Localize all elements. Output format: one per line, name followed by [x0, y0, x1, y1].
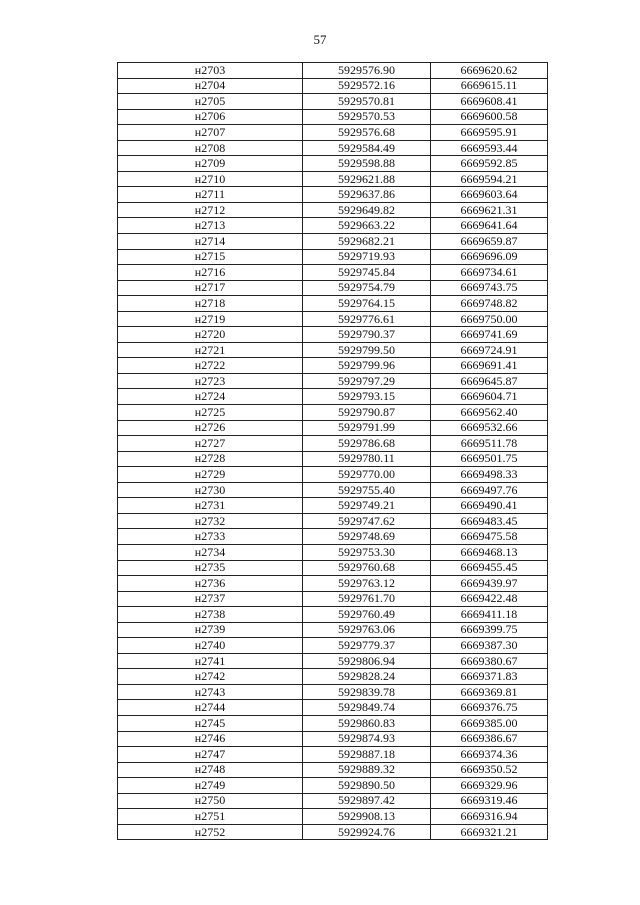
x-coordinate-cell: 5929791.99: [303, 420, 431, 436]
x-coordinate-cell: 5929755.40: [303, 482, 431, 498]
y-coordinate-cell: 6669621.31: [431, 202, 548, 218]
table-row: [118, 234, 548, 250]
x-coordinate-cell: 5929828.24: [303, 669, 431, 685]
point-id-cell: н2745: [118, 715, 303, 731]
coordinates-table: [117, 62, 548, 840]
table-row: [118, 249, 548, 265]
table-row: [118, 560, 548, 576]
point-id-cell: н2739: [118, 622, 303, 638]
point-id-cell: н2710: [118, 171, 303, 187]
table-row: [118, 513, 548, 529]
table-row: [118, 544, 548, 560]
y-coordinate-cell: 6669380.67: [431, 653, 548, 669]
table-row: [118, 280, 548, 296]
point-id-cell: н2727: [118, 436, 303, 452]
y-coordinate-cell: 6669734.61: [431, 265, 548, 281]
table-row: [118, 311, 548, 327]
x-coordinate-cell: 5929908.13: [303, 809, 431, 825]
x-coordinate-cell: 5929764.15: [303, 296, 431, 312]
point-id-cell: н2742: [118, 669, 303, 685]
y-coordinate-cell: 6669620.62: [431, 63, 548, 79]
point-id-cell: н2707: [118, 125, 303, 141]
table-row: [118, 731, 548, 747]
table-row: [118, 202, 548, 218]
table-row: [118, 747, 548, 763]
y-coordinate-cell: 6669691.41: [431, 358, 548, 374]
table-row: [118, 778, 548, 794]
table-row: [118, 451, 548, 467]
x-coordinate-cell: 5929570.53: [303, 109, 431, 125]
y-coordinate-cell: 6669594.21: [431, 171, 548, 187]
point-id-cell: н2741: [118, 653, 303, 669]
x-coordinate-cell: 5929770.00: [303, 467, 431, 483]
table-row: [118, 591, 548, 607]
x-coordinate-cell: 5929887.18: [303, 747, 431, 763]
point-id-cell: н2733: [118, 529, 303, 545]
table-row: [118, 63, 548, 79]
y-coordinate-cell: 6669750.00: [431, 311, 548, 327]
table-row: [118, 700, 548, 716]
table-row: [118, 94, 548, 110]
point-id-cell: н2738: [118, 607, 303, 623]
point-id-cell: н2705: [118, 94, 303, 110]
x-coordinate-cell: 5929763.06: [303, 622, 431, 638]
table-row: [118, 498, 548, 514]
table-row: [118, 576, 548, 592]
table-row: [118, 342, 548, 358]
table-row: [118, 218, 548, 234]
y-coordinate-cell: 6669603.64: [431, 187, 548, 203]
x-coordinate-cell: 5929747.62: [303, 513, 431, 529]
point-id-cell: н2726: [118, 420, 303, 436]
point-id-cell: н2740: [118, 638, 303, 654]
x-coordinate-cell: 5929839.78: [303, 684, 431, 700]
x-coordinate-cell: 5929749.21: [303, 498, 431, 514]
x-coordinate-cell: 5929924.76: [303, 824, 431, 840]
y-coordinate-cell: 6669422.48: [431, 591, 548, 607]
table-row: [118, 109, 548, 125]
y-coordinate-cell: 6669595.91: [431, 125, 548, 141]
y-coordinate-cell: 6669376.75: [431, 700, 548, 716]
x-coordinate-cell: 5929793.15: [303, 389, 431, 405]
x-coordinate-cell: 5929572.16: [303, 78, 431, 94]
point-id-cell: н2743: [118, 684, 303, 700]
y-coordinate-cell: 6669319.46: [431, 793, 548, 809]
coordinates-table-body: [118, 63, 548, 840]
point-id-cell: н2722: [118, 358, 303, 374]
table-row: [118, 373, 548, 389]
table-row: [118, 529, 548, 545]
x-coordinate-cell: 5929790.37: [303, 327, 431, 343]
table-row: [118, 436, 548, 452]
point-id-cell: н2721: [118, 342, 303, 358]
x-coordinate-cell: 5929779.37: [303, 638, 431, 654]
table-row: [118, 809, 548, 825]
x-coordinate-cell: 5929719.93: [303, 249, 431, 265]
y-coordinate-cell: 6669592.85: [431, 156, 548, 172]
y-coordinate-cell: 6669604.71: [431, 389, 548, 405]
y-coordinate-cell: 6669439.97: [431, 576, 548, 592]
y-coordinate-cell: 6669501.75: [431, 451, 548, 467]
x-coordinate-cell: 5929860.83: [303, 715, 431, 731]
y-coordinate-cell: 6669387.30: [431, 638, 548, 654]
x-coordinate-cell: 5929780.11: [303, 451, 431, 467]
x-coordinate-cell: 5929663.22: [303, 218, 431, 234]
point-id-cell: н2718: [118, 296, 303, 312]
x-coordinate-cell: 5929797.29: [303, 373, 431, 389]
point-id-cell: н2736: [118, 576, 303, 592]
page-number: 57: [313, 32, 327, 47]
point-id-cell: н2752: [118, 824, 303, 840]
table-row: [118, 187, 548, 203]
y-coordinate-cell: 6669748.82: [431, 296, 548, 312]
table-row: [118, 125, 548, 141]
point-id-cell: н2734: [118, 544, 303, 560]
y-coordinate-cell: 6669483.45: [431, 513, 548, 529]
y-coordinate-cell: 6669532.66: [431, 420, 548, 436]
point-id-cell: н2749: [118, 778, 303, 794]
x-coordinate-cell: 5929763.12: [303, 576, 431, 592]
y-coordinate-cell: 6669696.09: [431, 249, 548, 265]
point-id-cell: н2732: [118, 513, 303, 529]
point-id-cell: н2750: [118, 793, 303, 809]
y-coordinate-cell: 6669562.40: [431, 405, 548, 421]
point-id-cell: н2706: [118, 109, 303, 125]
y-coordinate-cell: 6669316.94: [431, 809, 548, 825]
point-id-cell: н2748: [118, 762, 303, 778]
table-row: [118, 156, 548, 172]
table-row: [118, 793, 548, 809]
point-id-cell: н2747: [118, 747, 303, 763]
x-coordinate-cell: 5929753.30: [303, 544, 431, 560]
x-coordinate-cell: 5929576.68: [303, 125, 431, 141]
point-id-cell: н2719: [118, 311, 303, 327]
y-coordinate-cell: 6669321.21: [431, 824, 548, 840]
x-coordinate-cell: 5929799.50: [303, 342, 431, 358]
point-id-cell: н2714: [118, 234, 303, 250]
table-row: [118, 622, 548, 638]
y-coordinate-cell: 6669741.69: [431, 327, 548, 343]
point-id-cell: н2751: [118, 809, 303, 825]
table-row: [118, 420, 548, 436]
x-coordinate-cell: 5929897.42: [303, 793, 431, 809]
x-coordinate-cell: 5929799.96: [303, 358, 431, 374]
point-id-cell: н2725: [118, 405, 303, 421]
y-coordinate-cell: 6669497.76: [431, 482, 548, 498]
point-id-cell: н2712: [118, 202, 303, 218]
table-row: [118, 467, 548, 483]
y-coordinate-cell: 6669399.75: [431, 622, 548, 638]
x-coordinate-cell: 5929576.90: [303, 63, 431, 79]
point-id-cell: н2746: [118, 731, 303, 747]
y-coordinate-cell: 6669659.87: [431, 234, 548, 250]
y-coordinate-cell: 6669371.83: [431, 669, 548, 685]
y-coordinate-cell: 6669498.33: [431, 467, 548, 483]
point-id-cell: н2717: [118, 280, 303, 296]
x-coordinate-cell: 5929649.82: [303, 202, 431, 218]
y-coordinate-cell: 6669350.52: [431, 762, 548, 778]
y-coordinate-cell: 6669385.00: [431, 715, 548, 731]
point-id-cell: н2711: [118, 187, 303, 203]
x-coordinate-cell: 5929682.21: [303, 234, 431, 250]
y-coordinate-cell: 6669645.87: [431, 373, 548, 389]
point-id-cell: н2723: [118, 373, 303, 389]
y-coordinate-cell: 6669490.41: [431, 498, 548, 514]
table-row: [118, 78, 548, 94]
table-row: [118, 140, 548, 156]
table-row: [118, 327, 548, 343]
point-id-cell: н2730: [118, 482, 303, 498]
point-id-cell: н2715: [118, 249, 303, 265]
table-row: [118, 684, 548, 700]
x-coordinate-cell: 5929761.70: [303, 591, 431, 607]
point-id-cell: н2720: [118, 327, 303, 343]
y-coordinate-cell: 6669475.58: [431, 529, 548, 545]
table-row: [118, 389, 548, 405]
x-coordinate-cell: 5929637.86: [303, 187, 431, 203]
x-coordinate-cell: 5929786.68: [303, 436, 431, 452]
point-id-cell: н2744: [118, 700, 303, 716]
point-id-cell: н2729: [118, 467, 303, 483]
x-coordinate-cell: 5929745.84: [303, 265, 431, 281]
y-coordinate-cell: 6669374.36: [431, 747, 548, 763]
table-row: [118, 607, 548, 623]
table-row: [118, 405, 548, 421]
point-id-cell: н2709: [118, 156, 303, 172]
y-coordinate-cell: 6669593.44: [431, 140, 548, 156]
x-coordinate-cell: 5929584.49: [303, 140, 431, 156]
table-row: [118, 715, 548, 731]
y-coordinate-cell: 6669615.11: [431, 78, 548, 94]
x-coordinate-cell: 5929849.74: [303, 700, 431, 716]
x-coordinate-cell: 5929748.69: [303, 529, 431, 545]
x-coordinate-cell: 5929889.32: [303, 762, 431, 778]
x-coordinate-cell: 5929890.50: [303, 778, 431, 794]
x-coordinate-cell: 5929874.93: [303, 731, 431, 747]
x-coordinate-cell: 5929570.81: [303, 94, 431, 110]
point-id-cell: н2728: [118, 451, 303, 467]
y-coordinate-cell: 6669455.45: [431, 560, 548, 576]
x-coordinate-cell: 5929760.68: [303, 560, 431, 576]
y-coordinate-cell: 6669511.78: [431, 436, 548, 452]
y-coordinate-cell: 6669724.91: [431, 342, 548, 358]
table-row: [118, 669, 548, 685]
y-coordinate-cell: 6669641.64: [431, 218, 548, 234]
y-coordinate-cell: 6669369.81: [431, 684, 548, 700]
table-row: [118, 171, 548, 187]
point-id-cell: н2703: [118, 63, 303, 79]
table-row: [118, 358, 548, 374]
y-coordinate-cell: 6669411.18: [431, 607, 548, 623]
table-row: [118, 762, 548, 778]
y-coordinate-cell: 6669608.41: [431, 94, 548, 110]
point-id-cell: н2731: [118, 498, 303, 514]
y-coordinate-cell: 6669329.96: [431, 778, 548, 794]
table-row: [118, 824, 548, 840]
point-id-cell: н2708: [118, 140, 303, 156]
table-row: [118, 265, 548, 281]
point-id-cell: н2716: [118, 265, 303, 281]
table-row: [118, 482, 548, 498]
x-coordinate-cell: 5929776.61: [303, 311, 431, 327]
x-coordinate-cell: 5929621.88: [303, 171, 431, 187]
y-coordinate-cell: 6669386.67: [431, 731, 548, 747]
point-id-cell: н2724: [118, 389, 303, 405]
table-row: [118, 638, 548, 654]
table-row: [118, 653, 548, 669]
table-row: [118, 296, 548, 312]
x-coordinate-cell: 5929598.88: [303, 156, 431, 172]
x-coordinate-cell: 5929754.79: [303, 280, 431, 296]
x-coordinate-cell: 5929760.49: [303, 607, 431, 623]
point-id-cell: н2737: [118, 591, 303, 607]
point-id-cell: н2713: [118, 218, 303, 234]
point-id-cell: н2704: [118, 78, 303, 94]
point-id-cell: н2735: [118, 560, 303, 576]
y-coordinate-cell: 6669468.13: [431, 544, 548, 560]
x-coordinate-cell: 5929806.94: [303, 653, 431, 669]
y-coordinate-cell: 6669743.75: [431, 280, 548, 296]
y-coordinate-cell: 6669600.58: [431, 109, 548, 125]
x-coordinate-cell: 5929790.87: [303, 405, 431, 421]
